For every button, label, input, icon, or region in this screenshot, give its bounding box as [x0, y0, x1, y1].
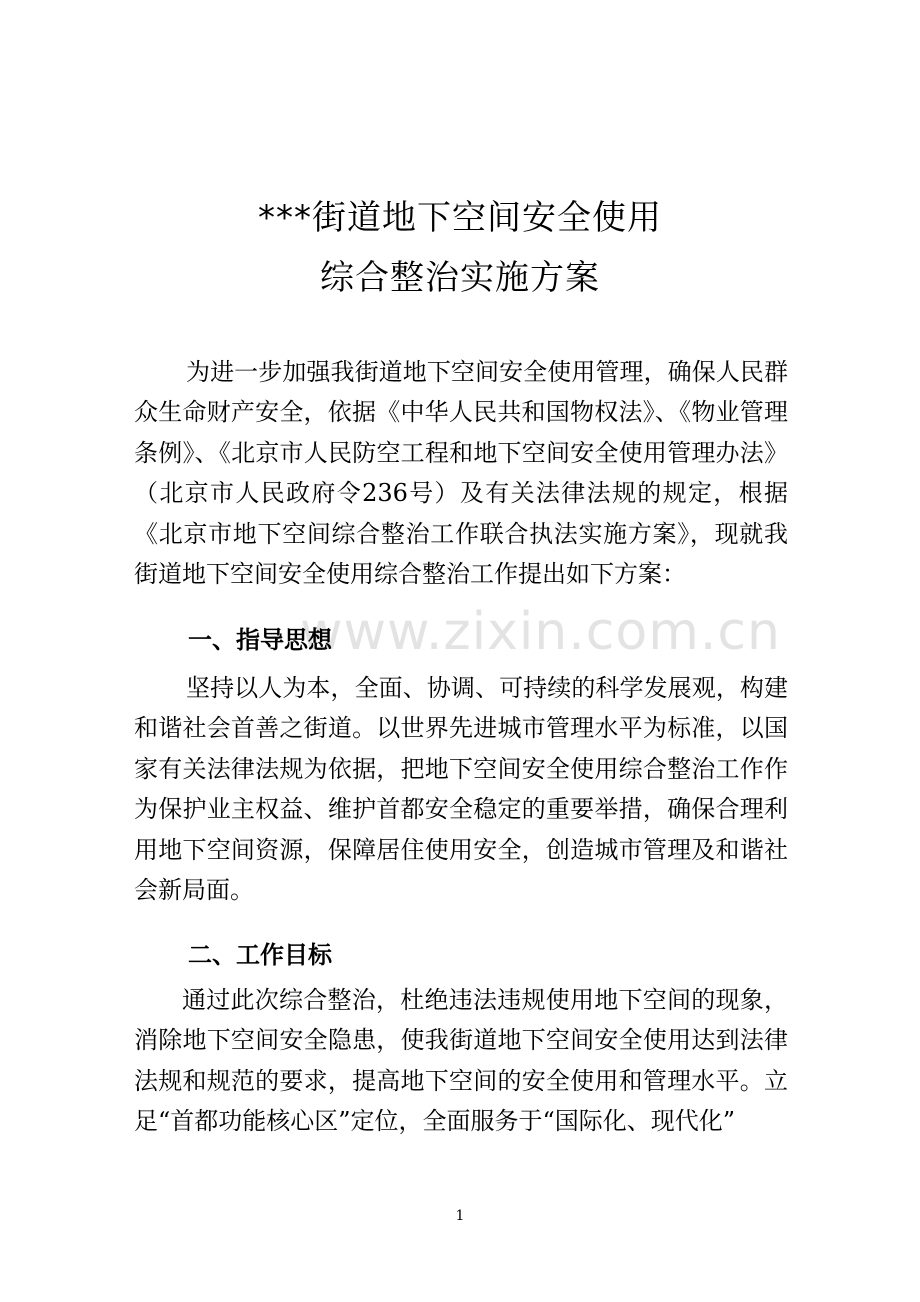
document-title-line1: ***街道地下空间安全使用 — [258, 198, 662, 238]
page-number: 1 — [455, 1208, 465, 1224]
intro-paragraph: 为进一步加强我街道地下空间安全使用管理，确保人民群众生命财产安全，依据《中华人民共和国物权法》、《物业管理条例》、《北京市人民防空工程和地下空间安全使用管理办法》（北京市人民政府令236号）及有关法律法规的规定，根据《北京市地下空间综合整治工作联合执法实施方案》，现就我街道地下空间安全使用综合整治工作提出如下方案： — [134, 358, 788, 589]
section-heading-work-goals: 二、工作目标 — [188, 941, 332, 969]
document-title-line2: 综合整治实施方案 — [320, 258, 600, 298]
section-heading-guiding-ideology: 一、指导思想 — [188, 626, 332, 654]
guiding-ideology-paragraph: 坚持以人为本，全面、协调、可持续的科学发展观，构建和谐社会首善之街道。以世界先进城市管理水平为标准，以国家有关法律法规为依据，把地下空间安全使用综合整治工作作为保护业主权益、维护首都安全稳定的重要举措，确保合理利用地下空间资源，保障居住使用安全，创造城市管理及和谐社会新局面。 — [134, 674, 788, 905]
work-goals-paragraph: 通过此次综合整治，杜绝违法违规使用地下空间的现象，消除地下空间安全隐患，使我街道地下空间安全使用达到法律法规和规范的要求，提高地下空间的安全使用和管理水平。立足“首都功能核心区”定位，全面服务于“国际化、现代化” — [134, 986, 788, 1136]
watermark: www.zixin.com.cn — [300, 602, 781, 662]
